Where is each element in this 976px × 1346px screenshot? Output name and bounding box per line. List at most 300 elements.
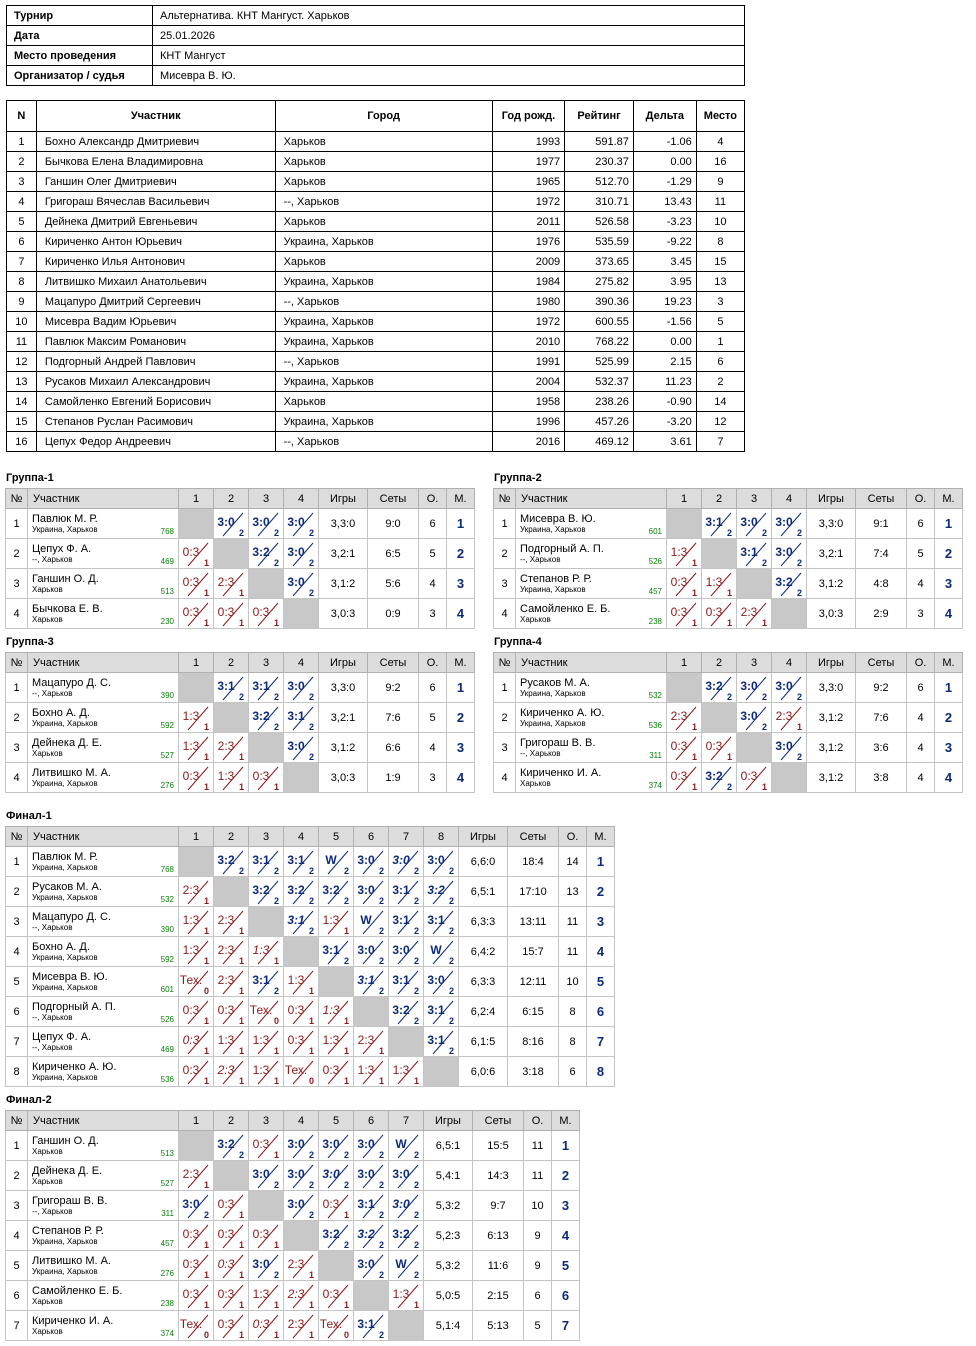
player-games: 3,1:2 — [807, 733, 856, 763]
column-header: 1 — [667, 653, 702, 673]
column-header: М. — [447, 653, 475, 673]
score-value: 2:3 — [217, 943, 235, 957]
score-value: 2:3 — [740, 605, 758, 619]
match-points: 2 — [378, 896, 384, 906]
participant-cell: Украина, Харьков — [275, 372, 492, 392]
match-points: 2 — [238, 692, 244, 702]
match-points: 2 — [273, 1180, 279, 1190]
player-rating: 457 — [648, 587, 662, 596]
score-cell — [284, 1027, 319, 1057]
score-cell — [249, 1161, 284, 1191]
column-header: Сеты — [508, 827, 559, 847]
match-points: 2 — [273, 986, 279, 996]
column-header: Сеты — [368, 653, 419, 673]
column-header: 6 — [354, 827, 389, 847]
player-row — [6, 1221, 580, 1251]
player-points: 11 — [559, 937, 587, 967]
score-cell — [214, 937, 249, 967]
player-rating: 532 — [648, 691, 662, 700]
score-value: W — [395, 1137, 407, 1151]
self-cell — [772, 599, 807, 629]
score-cell — [249, 1131, 284, 1161]
score-value: 0:3 — [182, 1257, 200, 1271]
participant-row — [7, 372, 745, 392]
score-cell — [179, 539, 214, 569]
match-points: 2 — [448, 986, 454, 996]
player-place: 5 — [552, 1251, 580, 1281]
match-points: 1 — [203, 618, 209, 628]
match-points: 2 — [413, 866, 419, 876]
score-cell — [249, 1311, 284, 1341]
score-value: 3:0 — [357, 1137, 375, 1151]
score-cell — [249, 599, 284, 629]
score-value: 1:3 — [670, 545, 688, 559]
player-row — [6, 937, 615, 967]
player-number: 2 — [494, 539, 516, 569]
participant-cell: 9 — [7, 292, 37, 312]
score-value: 0:3 — [182, 769, 200, 783]
match-points: 1 — [203, 926, 209, 936]
table-title: Группа-2 — [494, 472, 542, 484]
player-games: 5,4:1 — [424, 1161, 473, 1191]
score-cell — [214, 847, 249, 877]
final-1-table — [5, 826, 615, 1087]
player-sets: 3:6 — [856, 733, 907, 763]
score-value: Тех. — [319, 1317, 343, 1331]
player-place: 1 — [587, 847, 615, 877]
player-city: Украина, Харьков — [520, 584, 586, 594]
player-rating: 592 — [160, 955, 174, 964]
player-row — [494, 673, 963, 703]
player-number: 5 — [6, 967, 28, 997]
player-points: 4 — [907, 763, 935, 793]
player-name: Ганшин О. Д. — [32, 572, 99, 585]
score-value: 3:2 — [252, 709, 270, 723]
match-points: 1 — [203, 722, 209, 732]
score-value: 3:1 — [392, 883, 410, 897]
score-cell — [179, 1221, 214, 1251]
participants-table — [6, 100, 745, 452]
match-points: 2 — [761, 692, 767, 702]
column-header: 5 — [319, 827, 354, 847]
score-cell — [737, 673, 772, 703]
self-cell — [179, 673, 214, 703]
match-points: 2 — [413, 956, 419, 966]
score-value: 3:2 — [322, 883, 340, 897]
score-value: W — [430, 943, 442, 957]
score-value: 3:1 — [740, 545, 758, 559]
match-points: 1 — [343, 926, 349, 936]
participant-cell: 600.55 — [565, 312, 634, 332]
table-title: Группа-1 — [6, 472, 54, 484]
match-points: 2 — [413, 1150, 419, 1160]
participant-row — [7, 232, 745, 252]
participant-cell: 526.58 — [565, 212, 634, 232]
score-cell — [284, 997, 319, 1027]
participant-cell: Ганшин Олег Дмитриевич — [36, 172, 275, 192]
score-value: 3:0 — [427, 853, 445, 867]
score-cell — [772, 733, 807, 763]
score-cell — [179, 1161, 214, 1191]
column-header: Участник — [28, 489, 179, 509]
score-value: 3:1 — [322, 943, 340, 957]
player-cell — [28, 599, 179, 629]
player-cell — [28, 1281, 179, 1311]
player-cell — [516, 763, 667, 793]
player-points: 6 — [907, 509, 935, 539]
column-header: 7 — [389, 1111, 424, 1131]
match-points: 1 — [796, 722, 802, 732]
score-cell — [772, 703, 807, 733]
match-points: 2 — [796, 558, 802, 568]
player-place: 7 — [552, 1311, 580, 1341]
match-points: 1 — [203, 1270, 209, 1280]
player-rating: 374 — [648, 781, 662, 790]
player-games: 5,2:3 — [424, 1221, 473, 1251]
score-cell — [737, 763, 772, 793]
score-cell — [389, 1251, 424, 1281]
participant-cell: --, Харьков — [275, 192, 492, 212]
participant-cell: 373.65 — [565, 252, 634, 272]
score-value: 2:3 — [182, 1167, 200, 1181]
participant-cell: 3 — [7, 172, 37, 192]
player-place: 4 — [935, 599, 963, 629]
column-header: О. — [524, 1111, 552, 1131]
score-cell — [214, 599, 249, 629]
score-cell — [319, 1161, 354, 1191]
participant-cell: 15 — [7, 412, 37, 432]
score-cell — [249, 673, 284, 703]
player-row — [6, 569, 475, 599]
player-place: 4 — [552, 1221, 580, 1251]
player-city: Харьков — [32, 748, 63, 758]
match-points: 2 — [273, 692, 279, 702]
player-number: 1 — [6, 847, 28, 877]
score-cell — [214, 1131, 249, 1161]
player-games: 6,3:3 — [459, 907, 508, 937]
participant-cell: 275.82 — [565, 272, 634, 292]
score-value: 3:0 — [775, 679, 793, 693]
player-name: Литвишко М. А. — [32, 766, 111, 779]
player-name: Самойленко Е. Б. — [32, 1284, 123, 1297]
score-value: 0:3 — [217, 1197, 235, 1211]
participant-cell: 4 — [696, 132, 744, 152]
player-number: 1 — [6, 673, 28, 703]
column-header: № — [6, 489, 28, 509]
player-rating: 390 — [160, 691, 174, 700]
score-value: 2:3 — [217, 739, 235, 753]
participant-row — [7, 272, 745, 292]
score-value: 3:2 — [392, 1227, 410, 1241]
match-points: 2 — [413, 986, 419, 996]
participant-row — [7, 132, 745, 152]
score-cell — [702, 673, 737, 703]
participant-cell: Кириченко Антон Юрьевич — [36, 232, 275, 252]
score-cell — [737, 509, 772, 539]
player-name: Кириченко А. Ю. — [32, 1060, 117, 1073]
match-points: 1 — [238, 1046, 244, 1056]
score-value: 1:3 — [252, 1033, 270, 1047]
participant-row — [7, 172, 745, 192]
participant-cell: 2 — [7, 152, 37, 172]
player-sets: 2:15 — [473, 1281, 524, 1311]
player-sets: 15:5 — [473, 1131, 524, 1161]
score-cell — [424, 997, 459, 1027]
column-header: М. — [935, 653, 963, 673]
participant-cell: Самойленко Евгений Борисович — [36, 392, 275, 412]
column-header: 4 — [772, 653, 807, 673]
score-value: 1:3 — [322, 1033, 340, 1047]
column-header: 4 — [284, 827, 319, 847]
player-points: 11 — [524, 1161, 552, 1191]
score-value: 3:0 — [427, 973, 445, 987]
self-cell — [179, 1131, 214, 1161]
match-points: 2 — [378, 1180, 384, 1190]
participant-cell: -3.20 — [633, 412, 696, 432]
self-cell — [319, 1251, 354, 1281]
player-city: Украина, Харьков — [32, 1072, 98, 1082]
participant-cell: Дейнека Дмитрий Евгеньевич — [36, 212, 275, 232]
score-value: 0:3 — [182, 1033, 200, 1047]
self-cell — [354, 1281, 389, 1311]
player-number: 1 — [494, 509, 516, 539]
score-cell — [179, 967, 214, 997]
score-value: W — [360, 913, 372, 927]
match-points: 1 — [273, 1076, 279, 1086]
player-points: 6 — [419, 673, 447, 703]
player-name: Кириченко А. Ю. — [520, 706, 605, 719]
player-points: 4 — [907, 703, 935, 733]
score-cell — [354, 1131, 389, 1161]
participant-cell: 10 — [696, 212, 744, 232]
player-cell — [28, 1221, 179, 1251]
score-value: 0:3 — [182, 1227, 200, 1241]
participant-cell: 0.00 — [633, 332, 696, 352]
match-points: 2 — [448, 866, 454, 876]
player-number: 2 — [6, 703, 28, 733]
participant-cell: 13 — [696, 272, 744, 292]
participant-cell: 4 — [7, 192, 37, 212]
score-cell — [214, 1191, 249, 1221]
player-row — [494, 763, 963, 793]
player-cell — [28, 967, 179, 997]
player-city: Харьков — [32, 1146, 63, 1156]
player-games: 3,1:2 — [807, 703, 856, 733]
player-sets: 9:1 — [856, 509, 907, 539]
player-number: 4 — [6, 599, 28, 629]
score-cell — [284, 673, 319, 703]
column-header: 4 — [284, 1111, 319, 1131]
score-cell — [249, 967, 284, 997]
participant-cell: Мацапуро Дмитрий Сергеевич — [36, 292, 275, 312]
score-cell — [179, 1027, 214, 1057]
match-points: 1 — [273, 782, 279, 792]
player-name: Степанов Р. Р. — [32, 1224, 104, 1237]
column-header: О. — [907, 653, 935, 673]
score-cell — [354, 877, 389, 907]
match-points: 1 — [691, 618, 697, 628]
match-points: 2 — [238, 1150, 244, 1160]
score-value: 1:3 — [322, 913, 340, 927]
score-value: 0:3 — [182, 1063, 200, 1077]
header-row — [6, 653, 475, 673]
player-cell — [28, 733, 179, 763]
player-city: Украина, Харьков — [32, 952, 98, 962]
player-cell — [28, 509, 179, 539]
match-points: 2 — [308, 752, 314, 762]
player-games: 6,4:2 — [459, 937, 508, 967]
score-cell — [284, 877, 319, 907]
score-cell — [179, 599, 214, 629]
score-cell — [702, 763, 737, 793]
score-value: 2:3 — [217, 1063, 235, 1077]
player-cell — [28, 877, 179, 907]
player-sets: 18:4 — [508, 847, 559, 877]
column-header: № — [494, 653, 516, 673]
match-points: 2 — [796, 528, 802, 538]
column-header: № — [6, 1111, 28, 1131]
column-header: 4 — [772, 489, 807, 509]
participant-cell: 525.99 — [565, 352, 634, 372]
score-cell — [284, 907, 319, 937]
score-cell — [284, 1281, 319, 1311]
player-games: 3,0:3 — [807, 599, 856, 629]
player-games: 3,3:0 — [807, 509, 856, 539]
player-name: Цепух Ф. А. — [32, 542, 92, 555]
score-cell — [354, 1311, 389, 1341]
score-value: 3:0 — [392, 853, 410, 867]
player-name: Русаков М. А. — [520, 676, 590, 689]
player-sets: 14:3 — [473, 1161, 524, 1191]
match-points: 1 — [691, 722, 697, 732]
player-cell — [28, 1191, 179, 1221]
score-cell — [319, 1131, 354, 1161]
self-cell — [214, 703, 249, 733]
match-points: 2 — [238, 866, 244, 876]
participant-cell: 310.71 — [565, 192, 634, 212]
match-points: 1 — [203, 1046, 209, 1056]
score-cell — [667, 733, 702, 763]
match-points: 2 — [761, 722, 767, 732]
self-cell — [772, 763, 807, 793]
player-city: Украина, Харьков — [520, 718, 586, 728]
player-name: Мацапуро Д. С. — [32, 676, 112, 689]
player-number: 2 — [6, 539, 28, 569]
player-sets: 11:6 — [473, 1251, 524, 1281]
player-city: --, Харьков — [32, 922, 73, 932]
match-points: 1 — [308, 1046, 314, 1056]
match-points: 0 — [308, 1076, 314, 1086]
match-points: 2 — [378, 926, 384, 936]
column-header: Участник — [28, 653, 179, 673]
match-points: 2 — [448, 926, 454, 936]
score-value: 1:3 — [287, 973, 305, 987]
player-name: Дейнека Д. Е. — [32, 736, 103, 749]
score-value: 3:0 — [182, 1197, 200, 1211]
column-header: 8 — [424, 827, 459, 847]
participant-cell: 1980 — [492, 292, 565, 312]
score-value: 2:3 — [217, 913, 235, 927]
participant-cell: 457.26 — [565, 412, 634, 432]
participant-cell: 1 — [7, 132, 37, 152]
match-points: 2 — [273, 1270, 279, 1280]
column-header: № — [6, 653, 28, 673]
match-points: 1 — [308, 1016, 314, 1026]
score-value: 3:0 — [287, 1137, 305, 1151]
match-points: 1 — [761, 782, 767, 792]
participant-cell: 1996 — [492, 412, 565, 432]
player-number: 1 — [6, 509, 28, 539]
score-value: 3:2 — [217, 853, 235, 867]
participant-cell: 3.61 — [633, 432, 696, 452]
player-sets: 3:18 — [508, 1057, 559, 1087]
info-value: Мисевра В. Ю. — [153, 66, 745, 86]
score-cell — [179, 733, 214, 763]
player-cell — [516, 673, 667, 703]
column-header: О. — [907, 489, 935, 509]
match-points: 2 — [726, 528, 732, 538]
participant-cell: 2011 — [492, 212, 565, 232]
score-value: 3:1 — [427, 913, 445, 927]
match-points: 2 — [448, 896, 454, 906]
info-value: КНТ Мангуст — [153, 46, 745, 66]
score-cell — [179, 763, 214, 793]
score-value: Тех. — [284, 1063, 308, 1077]
match-points: 2 — [343, 1180, 349, 1190]
match-points: 1 — [691, 558, 697, 568]
column-header: 2 — [214, 1111, 249, 1131]
score-cell — [702, 569, 737, 599]
player-cell — [28, 673, 179, 703]
score-cell — [319, 907, 354, 937]
match-points: 1 — [413, 1300, 419, 1310]
player-row — [6, 1131, 580, 1161]
score-value: 3:2 — [252, 545, 270, 559]
player-place: 2 — [587, 877, 615, 907]
score-value: 1:3 — [252, 1063, 270, 1077]
player-row — [6, 733, 475, 763]
participant-cell: 238.26 — [565, 392, 634, 412]
header-row — [6, 1111, 580, 1131]
score-cell — [249, 703, 284, 733]
score-cell — [667, 569, 702, 599]
score-cell — [214, 673, 249, 703]
self-cell — [702, 703, 737, 733]
player-cell — [28, 1311, 179, 1341]
player-rating: 238 — [160, 1299, 174, 1308]
player-number: 3 — [494, 733, 516, 763]
participant-cell: 16 — [7, 432, 37, 452]
score-value: 3:0 — [740, 515, 758, 529]
player-place: 2 — [935, 539, 963, 569]
score-value: 0:3 — [252, 769, 270, 783]
score-value: 3:0 — [357, 1167, 375, 1181]
participant-cell: --, Харьков — [275, 292, 492, 312]
match-points: 2 — [413, 1016, 419, 1026]
participant-cell: 14 — [696, 392, 744, 412]
score-value: 0:3 — [322, 1287, 340, 1301]
match-points: 2 — [308, 866, 314, 876]
participant-cell: 1965 — [492, 172, 565, 192]
match-points: 1 — [273, 1330, 279, 1340]
player-points: 10 — [559, 967, 587, 997]
score-value: 2:3 — [775, 709, 793, 723]
participant-row — [7, 352, 745, 372]
score-value: 3:0 — [287, 739, 305, 753]
score-cell — [702, 733, 737, 763]
player-rating: 390 — [160, 925, 174, 934]
player-place: 4 — [587, 937, 615, 967]
